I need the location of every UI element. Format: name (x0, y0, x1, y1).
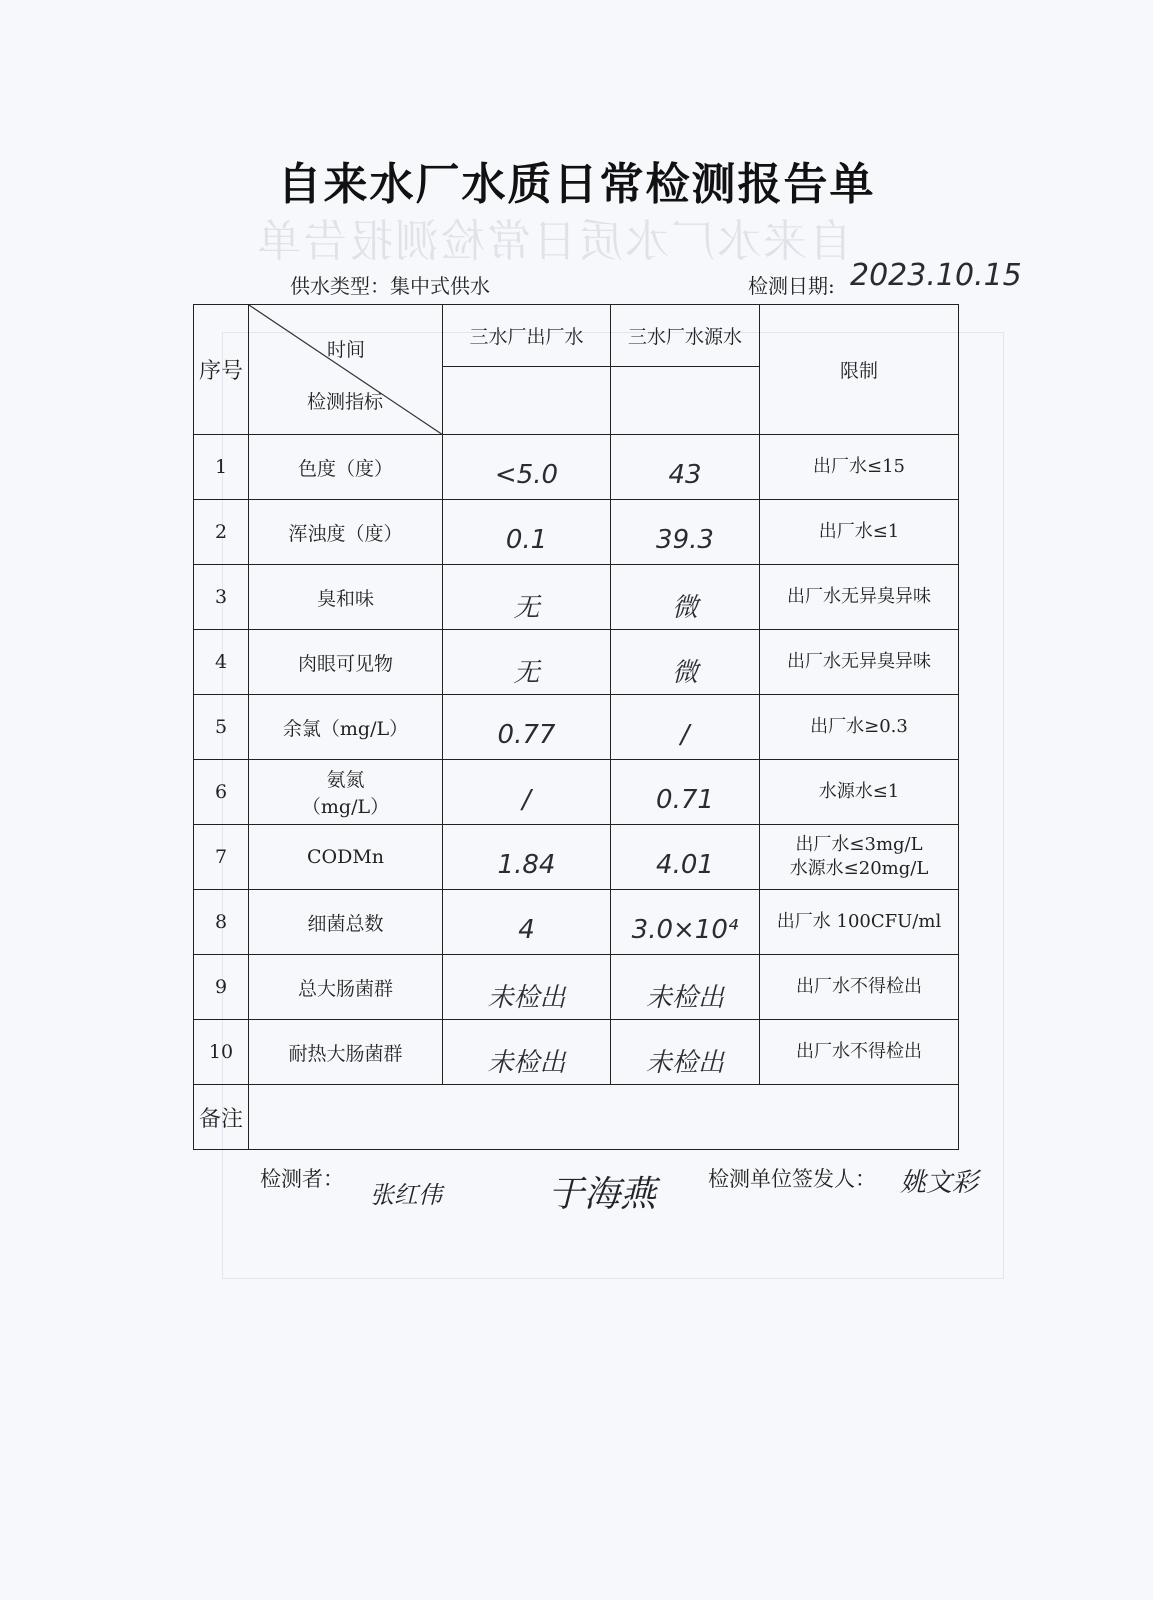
row-value-outflow-text: 4 (518, 915, 535, 945)
remarks-value (249, 1085, 959, 1150)
date-label: 检测日期: (748, 274, 835, 298)
row-value-outflow-text: / (522, 785, 531, 815)
row-indicator-text: 余氯（mg/L） (282, 717, 409, 740)
row-limit (760, 500, 959, 565)
diagonal-line (249, 305, 443, 435)
table-row (194, 955, 959, 1020)
row-number-text: 4 (214, 651, 228, 673)
row-number-text: 10 (208, 1041, 234, 1063)
row-indicator-text: 耐热大肠菌群 (288, 1042, 403, 1065)
table-row (194, 630, 959, 695)
row-number (194, 890, 249, 955)
row-value-source-text: / (680, 720, 690, 750)
row-value-source-text: 未检出 (645, 982, 724, 1013)
row-number-text: 3 (214, 586, 228, 608)
row-value-outflow-text: 无 (513, 592, 540, 623)
row-limit (760, 825, 959, 890)
row-value-outflow (443, 955, 611, 1020)
row-value-outflow (443, 695, 611, 760)
row-value-source (611, 955, 760, 1020)
row-limit-text: 出厂水不得检出 (796, 1041, 922, 1062)
row-indicator (249, 890, 443, 955)
report-title: 自来水厂水质日常检测报告单 (277, 159, 876, 210)
row-limit (760, 760, 959, 825)
row-indicator-text: 浑浊度（度） (288, 522, 403, 545)
row-indicator-text: 肉眼可见物 (297, 652, 393, 675)
row-limit (760, 630, 959, 695)
row-value-source (611, 825, 760, 890)
row-number-text: 8 (214, 911, 228, 933)
row-limit (760, 1020, 959, 1085)
row-number-text: 2 (214, 521, 228, 543)
tester2-signature: 于海燕 (548, 1174, 657, 1215)
row-value-outflow (443, 825, 611, 890)
row-number (194, 1020, 249, 1085)
row-value-outflow (443, 760, 611, 825)
row-limit (760, 565, 959, 630)
row-indicator-text: 氨氮 （mg/L） (301, 769, 390, 818)
row-value-source (611, 435, 760, 500)
header-diagonal-cell (249, 305, 443, 435)
row-value-source-text: 0.71 (656, 785, 714, 815)
row-value-outflow-text: 1.84 (497, 850, 556, 880)
show-through-ghost: 自来水厂水质日常检测报告单 (255, 216, 853, 267)
row-limit-text: 出厂水≤15 (813, 456, 905, 477)
row-indicator-text: 总大肠菌群 (297, 977, 393, 1000)
row-indicator (249, 695, 443, 760)
row-indicator (249, 435, 443, 500)
row-value-source-text: 微 (671, 592, 698, 623)
table-row (194, 500, 959, 565)
table-row (194, 435, 959, 500)
report-table (193, 304, 959, 1150)
row-number-text: 1 (214, 456, 228, 478)
row-limit-text: 出厂水无异臭异味 (787, 651, 931, 672)
header-col2-blank (611, 367, 760, 435)
row-indicator (249, 565, 443, 630)
row-limit-text: 出厂水不得检出 (796, 976, 922, 997)
row-value-outflow-text: <5.0 (494, 460, 559, 490)
issuer-signature: 姚文彩 (900, 1168, 979, 1198)
remarks-label: 备注 (194, 1085, 249, 1150)
supply-type: 供水类型：集中式供水 (290, 274, 490, 298)
row-value-outflow (443, 565, 611, 630)
table-row (194, 565, 959, 630)
row-indicator (249, 955, 443, 1020)
row-value-source (611, 890, 760, 955)
row-value-outflow (443, 890, 611, 955)
row-value-outflow (443, 630, 611, 695)
row-limit (760, 955, 959, 1020)
row-limit-text: 出厂水≤3mg/L 水源水≤20mg/L (789, 834, 929, 879)
row-value-source-text: 4.01 (656, 850, 714, 880)
row-number (194, 565, 249, 630)
row-value-source (611, 760, 760, 825)
row-indicator (249, 825, 443, 890)
date-value: 2023.10.15 (850, 258, 1022, 293)
table-row (194, 695, 959, 760)
row-number-text: 5 (214, 716, 228, 738)
header-col2: 三水厂水源水 (611, 305, 760, 367)
row-indicator (249, 500, 443, 565)
row-value-source-text: 未检出 (645, 1047, 724, 1078)
tester-label: 检测者： (260, 1167, 344, 1191)
row-indicator (249, 1020, 443, 1085)
tester1-signature: 张红伟 (370, 1181, 442, 1209)
row-limit-text: 出厂水≥0.3 (810, 716, 908, 737)
row-value-outflow-text: 未检出 (487, 1047, 566, 1078)
row-limit (760, 435, 959, 500)
row-value-outflow (443, 1020, 611, 1085)
row-value-source-text: 微 (671, 657, 698, 688)
row-number-text: 9 (214, 976, 228, 998)
row-value-source (611, 500, 760, 565)
row-number (194, 760, 249, 825)
row-indicator (249, 630, 443, 695)
table-row (194, 760, 959, 825)
row-limit-text: 水源水≤1 (818, 781, 900, 802)
row-value-outflow-text: 无 (513, 657, 540, 688)
header-col1-blank (443, 367, 611, 435)
row-indicator-text: CODMn (306, 846, 385, 868)
row-number-text: 6 (214, 781, 228, 803)
row-value-outflow (443, 500, 611, 565)
row-limit (760, 890, 959, 955)
row-number (194, 825, 249, 890)
row-value-source (611, 1020, 760, 1085)
row-value-source (611, 695, 760, 760)
row-limit (760, 695, 959, 760)
row-limit-text: 出厂水 100CFU/ml (776, 911, 942, 932)
header-col1: 三水厂出厂水 (443, 305, 611, 367)
row-number (194, 695, 249, 760)
row-value-outflow-text: 未检出 (487, 982, 566, 1013)
table-row (194, 1020, 959, 1085)
row-limit-text: 出厂水≤1 (818, 521, 900, 542)
header-limit: 限制 (760, 305, 959, 435)
row-number (194, 435, 249, 500)
row-value-outflow-text: 0.77 (497, 720, 556, 750)
row-value-source-text: 39.3 (656, 525, 714, 555)
header-seq: 序号 (194, 305, 249, 435)
row-value-source-text: 43 (668, 460, 702, 490)
row-value-source (611, 630, 760, 695)
row-limit-text: 出厂水无异臭异味 (787, 586, 931, 607)
row-number (194, 500, 249, 565)
row-indicator (249, 760, 443, 825)
row-indicator-text: 臭和味 (316, 587, 374, 610)
row-number (194, 955, 249, 1020)
row-number (194, 630, 249, 695)
row-value-outflow (443, 435, 611, 500)
row-value-source (611, 565, 760, 630)
row-value-source-text: 3.0×10⁴ (631, 915, 739, 945)
row-indicator-text: 色度（度） (297, 457, 393, 480)
row-number-text: 7 (214, 846, 228, 868)
header-indicator: 检测指标 (307, 391, 384, 413)
row-indicator-text: 细菌总数 (307, 912, 384, 935)
table-row (194, 890, 959, 955)
row-value-outflow-text: 0.1 (505, 525, 548, 555)
table-row (194, 825, 959, 890)
header-time: 时间 (327, 339, 366, 361)
issuer-label: 检测单位签发人： (708, 1167, 876, 1191)
